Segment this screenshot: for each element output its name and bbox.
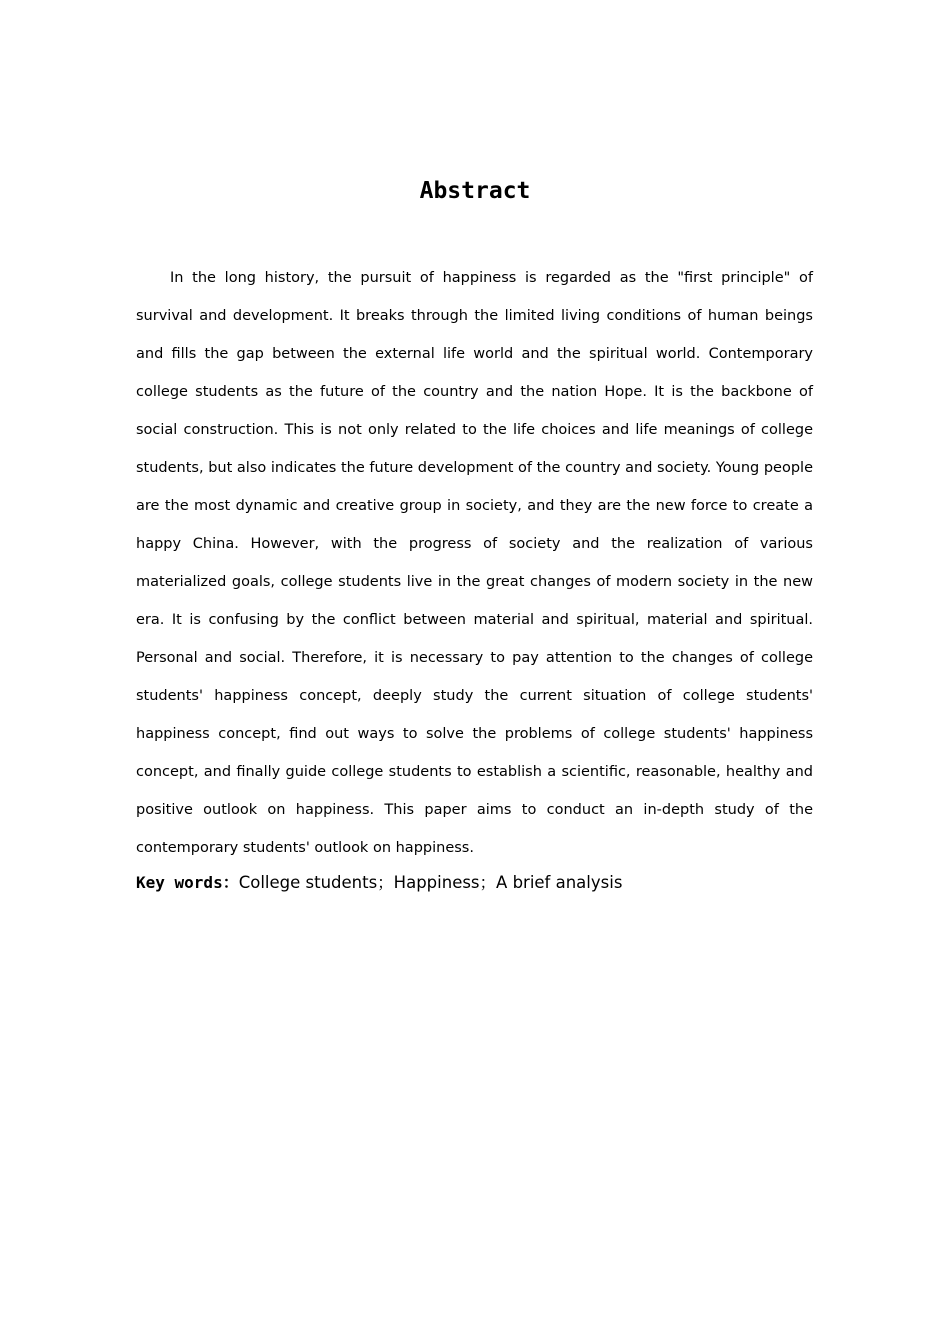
keywords-line	[136, 868, 813, 898]
keywords-label: Key words：	[136, 873, 239, 892]
keywords-values: College students；Happiness；A brief analysis	[238, 873, 623, 892]
abstract-paragraph: In the long history, the pursuit of happiness is regarded as the "first principle" of survival and development. It breaks through the limited living conditions of human beings and fills the gap between the external life world and the spiritual world. Contemporary college students as the future of the country and the nation Hope. It is the backbone of social construction. This is not only related to the life choices and life meanings of college students, but also indicates the future development of the country and society. Young people are the most dynamic and creative group in society, and they are the new force to create a happy China. However, with the progress of society and the realization of various materialized goals, college students live in the great changes of modern society in the new era. It is confusing by the conflict between material and spiritual, material and spiritual. Personal and social. Therefore, it is necessary to pay attention to the changes of college students' happiness concept, deeply study the current situation of college students' happiness concept, find out ways to solve the problems of college students' happiness concept, and finally guide college students to establish a scientific, reasonable, healthy and positive outlook on happiness. This paper aims to conduct an in-depth study of the contemporary students' outlook on happiness.	[136, 270, 813, 856]
page-title: Abstract	[419, 178, 531, 204]
